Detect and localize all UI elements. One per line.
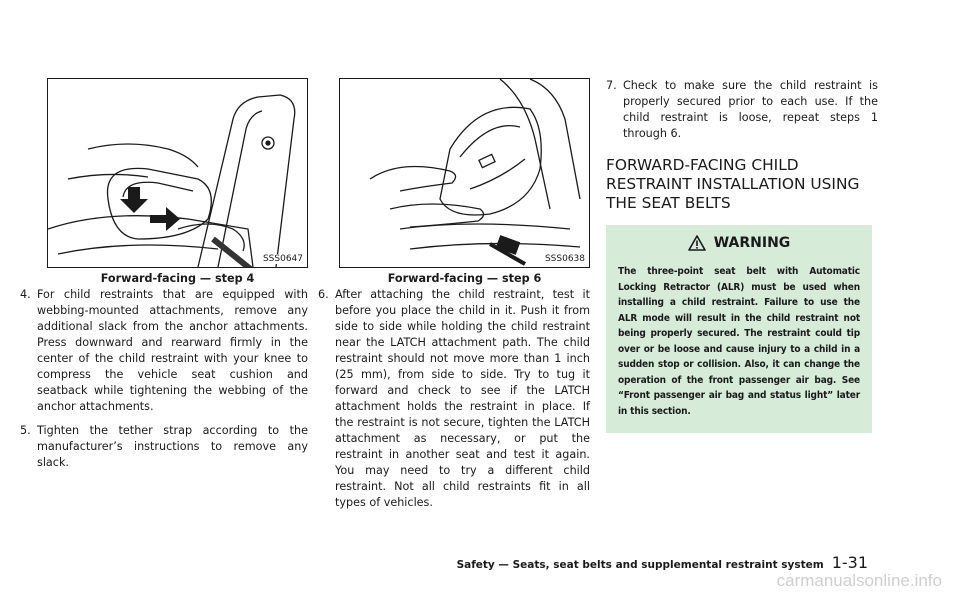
warning-text: The three-point seat belt with Automatic Locking Retractor (ALR) must be used when installing a child restraint. Failure to use the ALR mode will result in the child restraint not being properly secured. The restraint could tip over or be loose and cause injury to a child in a sudden stop or collision. Also, it can change the operation of the front passenger air bag. See “Front passenger air bag and status light” later in this section. <box>618 266 860 417</box>
watermark: carmanualsonline.info <box>776 571 942 590</box>
figure-caption: Forward-facing — step 4 <box>100 272 255 285</box>
step-text: Check to make sure the child restraint is properly secured prior to each use. If the child restraint is loose, repeat steps 1 through 6. <box>623 79 878 140</box>
step-6 <box>318 287 590 511</box>
figure-step-4 <box>47 78 308 268</box>
step-number: 5. <box>20 424 31 437</box>
warning-triangle-icon <box>688 235 706 251</box>
footer-section: Safety — Seats, seat belts and supplemental restraint system <box>456 559 824 571</box>
column-right <box>606 78 878 433</box>
figure-caption: Forward-facing — step 6 <box>387 272 542 285</box>
step-7 <box>606 78 878 142</box>
warning-heading <box>618 235 860 251</box>
column-left <box>20 78 308 479</box>
step-5 <box>20 423 308 471</box>
step-text: After attaching the child restraint, test it before you place the child in it. Push it from side to side while holding the child restraint near the LATCH attachment path. The child restraint should not move more than 1 inch (25 mm), from side to side. Try to tug it forward and check to see if the LATCH attachment holds the restraint in place. If the restraint is not secure, tighten the LATCH attachment as necessary, or put the restraint in another seat and test it again. You may need to try a different child restraint. Not all child restraints fit in all types of vehicles. <box>335 288 590 509</box>
illustration-step-6 <box>340 79 589 267</box>
illustration-step-4 <box>48 79 307 267</box>
step-4 <box>20 287 308 415</box>
column-middle <box>318 78 590 519</box>
step-number: 7. <box>606 79 617 92</box>
step-text: For child restraints that are equipped with webbing-mounted attachments, remove any additional slack from the anchor attachments. Press downward and rearward firmly in the center of the child restraint with your knee to compress the vehicle seat cushion and seatback while tightening the webbing of the anchor attachments. <box>37 288 308 413</box>
step-text: Tighten the tether strap according to the manufacturer’s instructions to remove any slack. <box>37 424 308 469</box>
warning-box <box>606 225 872 433</box>
section-title: FORWARD-FACING CHILD RESTRAINT INSTALLATION USING THE SEAT BELTS <box>606 156 860 212</box>
figure-step-6 <box>339 78 590 268</box>
figure-code: SSS0638 <box>544 254 585 264</box>
step-number: 6. <box>318 288 329 301</box>
step-number: 4. <box>20 288 31 301</box>
page-footer <box>457 553 868 572</box>
page-number: 1-31 <box>831 553 868 572</box>
figure-code: SSS0647 <box>262 254 303 264</box>
warning-label: WARNING <box>713 235 791 251</box>
